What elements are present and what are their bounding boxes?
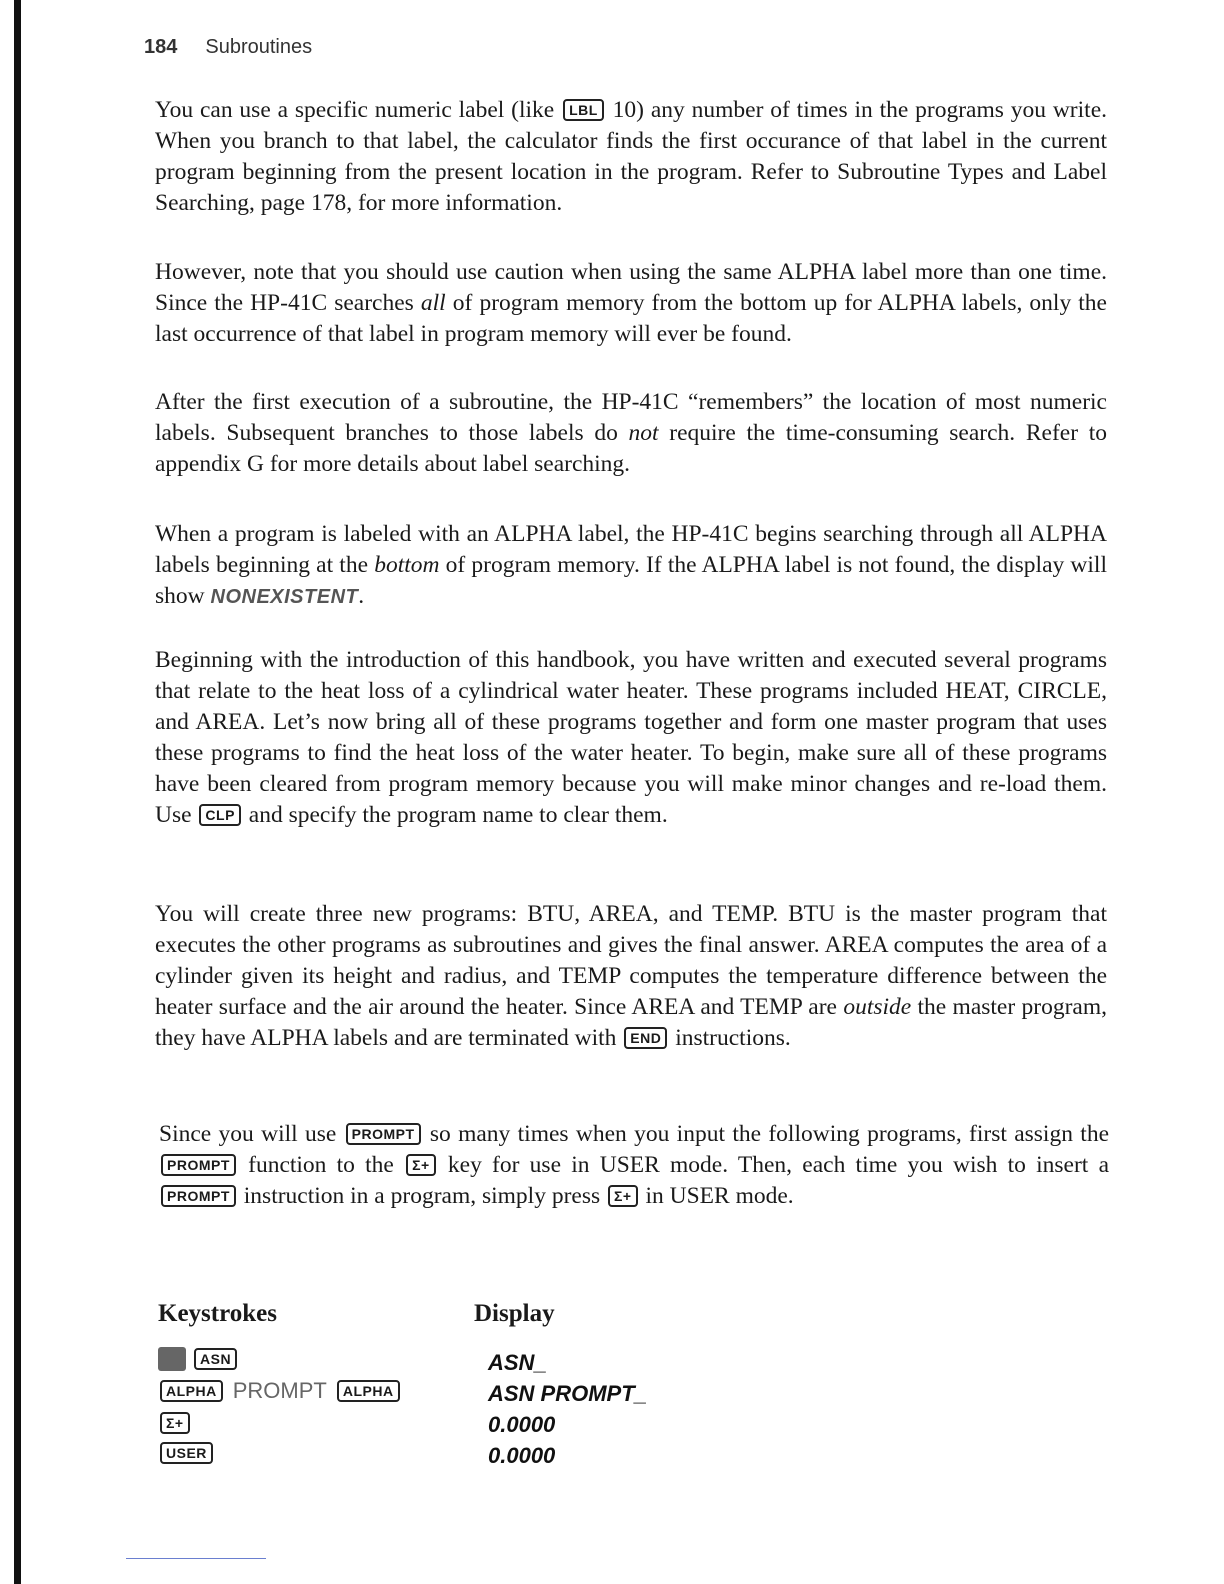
prompt-key-icon: PROMPT: [161, 1185, 236, 1207]
sigma-plus-key-icon: Σ+: [608, 1185, 638, 1207]
text: of program memory. If the ALPHA label is not found, the display will show: [155, 552, 1107, 609]
keystroke-row: [158, 1440, 215, 1470]
paragraph-remembers: [155, 387, 1107, 480]
end-key-icon: END: [624, 1027, 667, 1049]
emphasis: outside: [843, 994, 912, 1020]
shift-key-icon: [158, 1347, 186, 1371]
text: Beginning with the introduction of this handbook, you have written and executed several programs that relate to the heat loss of a cylindrical water heater. These programs included HEAT, CIRCLE, and AREA. Let’s now bring all of these programs together and form one master program that uses these programs to find the heat loss of the water heater. To begin, make sure all of these programs have been cleared from program memory because you will make minor changes and re-load them. Use: [155, 647, 1107, 828]
text: instructions.: [669, 1025, 791, 1051]
alpha-key-icon: ALPHA: [337, 1380, 400, 1402]
text: of program memory from the bottom up for ALPHA labels, only the last occurrence of that label in program memory will ever be found.: [155, 290, 1107, 347]
text: After the first execution of a subroutine, the HP-41C “remembers” the location of most numeric labels. Subsequent branches to those labels do: [155, 389, 1107, 446]
emphasis: bottom: [374, 552, 440, 578]
page-header: [144, 36, 312, 59]
page-number: 184: [144, 36, 178, 58]
paragraph-prompt-assign: [159, 1119, 1109, 1212]
footer-rule: [126, 1558, 266, 1559]
prompt-text: PROMPT: [232, 1378, 327, 1403]
text: .: [358, 583, 365, 609]
sigma-plus-key-icon: Σ+: [160, 1412, 190, 1434]
paragraph-three-programs: [155, 899, 1107, 1054]
page-binding-edge: [14, 0, 21, 1584]
text: instruction in a program, simply press: [237, 1183, 607, 1209]
keystroke-row: [158, 1378, 402, 1408]
lbl-key-icon: LBL: [563, 99, 604, 121]
text: the master program, they have ALPHA labels and are terminated with: [155, 994, 1107, 1051]
clp-key-icon: CLP: [199, 804, 241, 826]
text: require the time-consuming search. Refer to appendix G for more details about label searching.: [155, 420, 1107, 477]
paragraph-alpha-search: [155, 519, 1107, 613]
text: in USER mode.: [639, 1183, 794, 1209]
display-value: ASN_: [488, 1350, 547, 1375]
section-title: Subroutines: [205, 36, 313, 58]
text: 10) any number of times in the programs you write. When you branch to that label, the calculator finds the first occurance of that label in the current program beginning from the present location in the program. Refer to Subroutine Types and Label Searching, page 178, for more information.: [155, 97, 1107, 216]
text: key for use in USER mode. Then, each time you wish to insert a: [437, 1152, 1109, 1178]
text: When a program is labeled with an ALPHA label, the HP-41C begins searching through all ALPHA labels beginning at the: [155, 521, 1107, 578]
text: You can use a specific numeric label (like: [155, 97, 562, 123]
display-value: 0.0000: [488, 1443, 556, 1468]
keystroke-row: [158, 1346, 239, 1376]
asn-key-icon: ASN: [194, 1348, 237, 1370]
text: and specify the program name to clear them.: [242, 802, 668, 828]
text: function to the: [237, 1152, 405, 1178]
emphasis: all: [420, 290, 446, 316]
paragraph-alpha-caution: [155, 257, 1107, 350]
keystroke-row: [158, 1410, 192, 1440]
emphasis: not: [628, 420, 659, 446]
sigma-plus-key-icon: Σ+: [406, 1154, 436, 1176]
paragraph-master-program: [155, 645, 1107, 831]
display-nonexistent: NONEXISTENT: [210, 586, 359, 608]
paragraph-numeric-labels: [155, 95, 1107, 219]
display-value: ASN PROMPT_: [488, 1381, 647, 1406]
text: Since you will use: [159, 1121, 344, 1147]
display-value: 0.0000: [488, 1412, 556, 1437]
text: so many times when you input the following programs, first assign the: [422, 1121, 1109, 1147]
alpha-key-icon: ALPHA: [160, 1380, 223, 1402]
prompt-key-icon: PROMPT: [346, 1123, 421, 1145]
text: You will create three new programs: BTU, AREA, and TEMP. BTU is the master program that executes the other programs as subroutines and gives the final answer. AREA computes the area of a cylinder given its height and radius, and TEMP computes the temperature difference between the heater surface and the air around the heater. Since AREA and TEMP are: [155, 901, 1107, 1020]
prompt-key-icon: PROMPT: [161, 1154, 236, 1176]
text: However, note that you should use caution when using the same ALPHA label more than one time. Since the HP-41C searches: [155, 259, 1107, 316]
keystrokes-header: Keystrokes: [158, 1300, 277, 1327]
display-header: Display: [474, 1300, 555, 1327]
user-key-icon: USER: [160, 1442, 213, 1464]
